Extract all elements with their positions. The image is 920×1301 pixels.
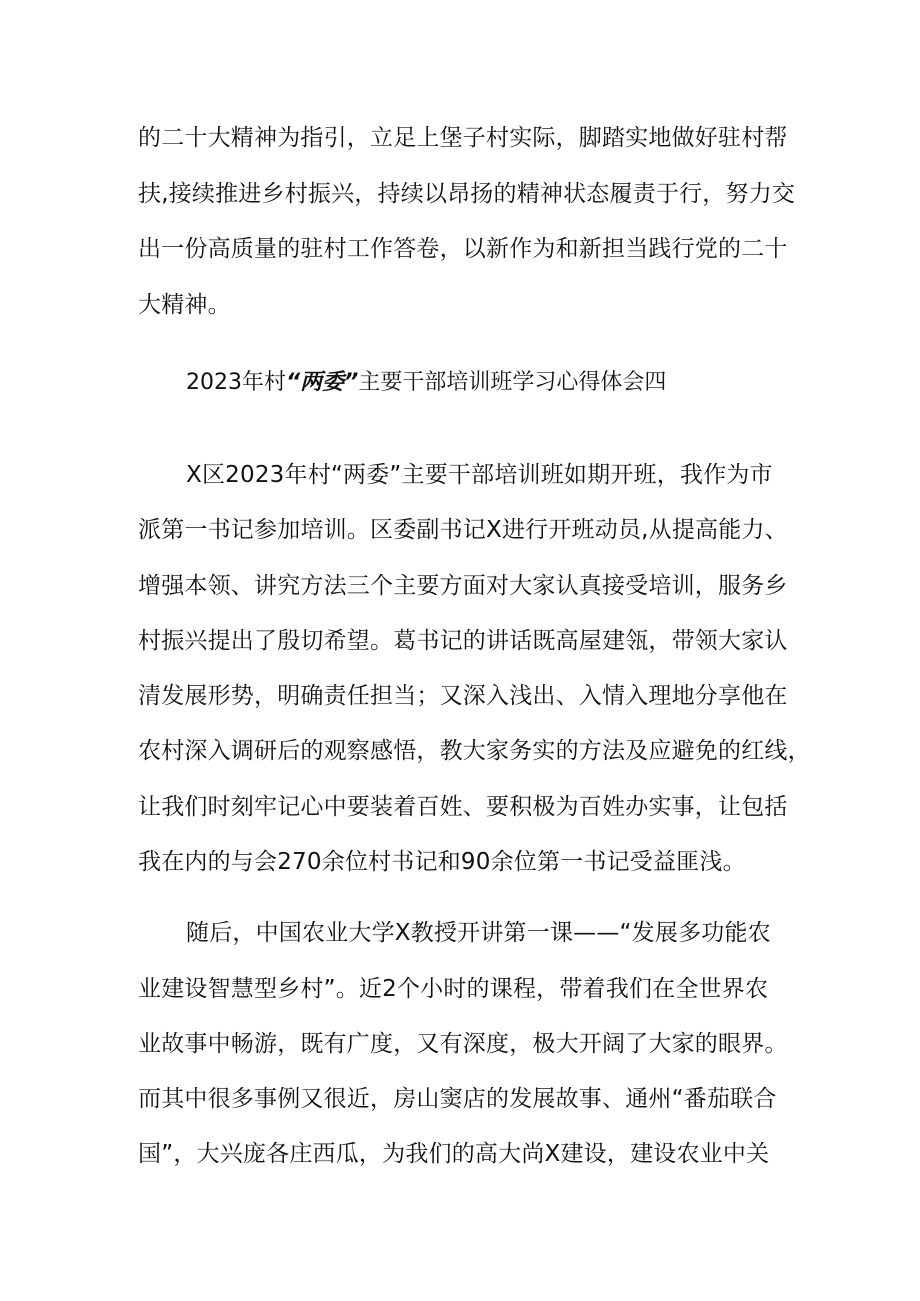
paragraph1-line-5: 清发展形势，明确责任担当；又深入浅出、入情入理地分享他在 <box>138 683 788 709</box>
heading-emphasis: “两委” <box>286 370 359 395</box>
heading-prefix: 2023年村 <box>186 370 286 395</box>
section-heading <box>186 368 666 398</box>
intro-line-1: 的二十大精神为指引，立足上堡子村实际，脚踏实地做好驻村帮 <box>138 125 788 151</box>
paragraph2-line-2: 业建设智慧型乡村”。近2个小时的课程，带着我们在全世界农 <box>138 976 769 1002</box>
paragraph1-line-3: 增强本领、讲究方法三个主要方面对大家认真接受培训，服务乡 <box>138 573 788 599</box>
paragraph2-line-5: 国”，大兴庞各庄西瓜，为我们的高大尚X建设，建设农业中关 <box>138 1141 770 1167</box>
heading-suffix: 主要干部培训班学习心得体会四 <box>358 370 667 395</box>
paragraph1-line-2: 派第一书记参加培训。区委副书记X进行开班动员,从提高能力、 <box>138 517 788 543</box>
paragraph1-line-4: 村振兴提出了殷切希望。葛书记的讲话既高屋建瓴，带领大家认 <box>138 628 788 654</box>
paragraph1-line-1: X区2023年村“两委”主要干部培训班如期开班，我作为市 <box>186 462 773 488</box>
paragraph1-line-7: 让我们时刻牢记心中要装着百姓、要积极为百姓办实事，让包括 <box>138 794 788 820</box>
intro-line-2: 扶,接续推进乡村振兴，持续以昂扬的精神状态履责于行，努力交 <box>138 181 796 207</box>
intro-line-4: 大精神。 <box>138 292 231 318</box>
paragraph2-line-3: 业故事中畅游，既有广度，又有深度，极大开阔了大家的眼界。 <box>138 1031 788 1057</box>
paragraph2-line-1: 随后，中国农业大学X教授开讲第一课——“发展多功能农 <box>186 920 771 946</box>
paragraph1-line-8: 我在内的与会270余位村书记和90余位第一书记受益匪浅。 <box>138 849 746 875</box>
paragraph2-line-4: 而其中很多事例又很近，房山窦店的发展故事、通州“番茄联合 <box>138 1086 777 1112</box>
paragraph1-line-6: 农村深入调研后的观察感悟，教大家务实的方法及应避免的红线， <box>138 738 811 764</box>
intro-line-3: 出一份高质量的驻村工作答卷，以新作为和新担当践行党的二十 <box>138 236 788 262</box>
